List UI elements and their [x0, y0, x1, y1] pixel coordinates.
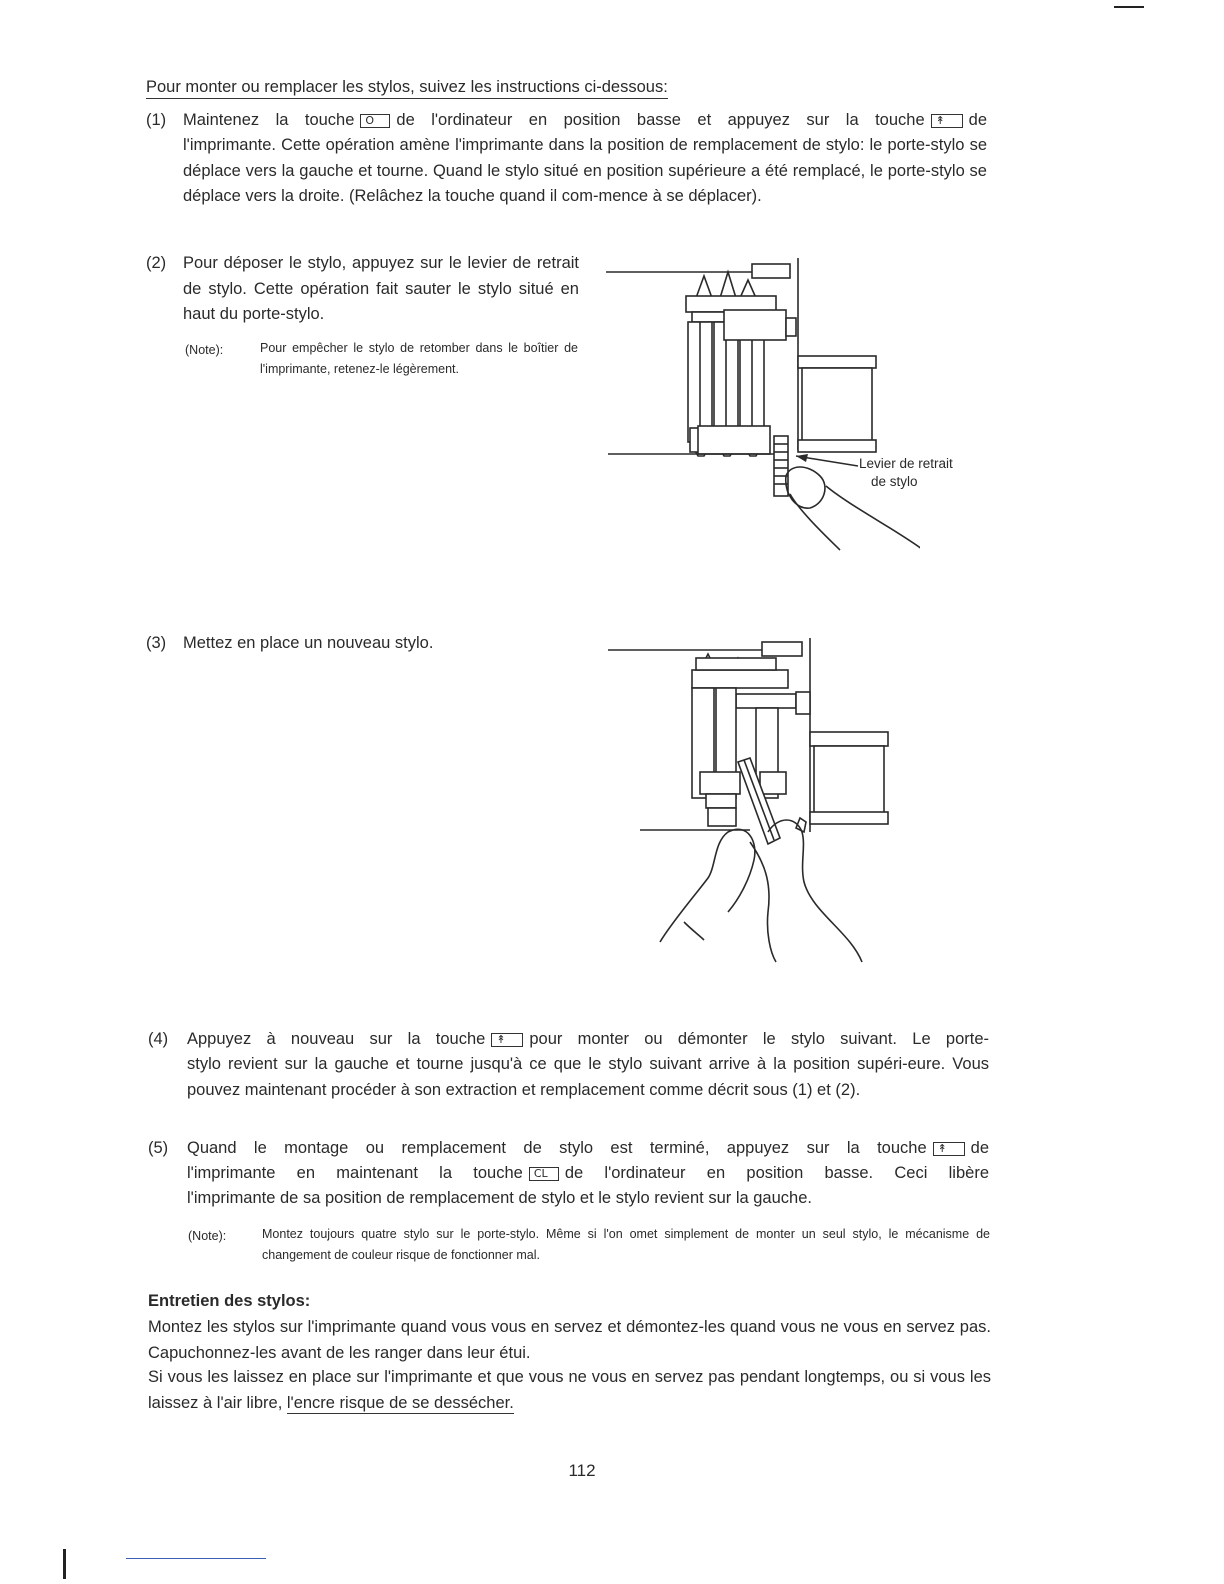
- step-5-line-2: [187, 1161, 989, 1187]
- step-5-note-label: (Note):: [188, 1229, 227, 1243]
- maintenance-paragraph-1: Montez les stylos sur l'imprimante quand vous vous en servez et démontez-les quand vous ne vous en servez pas. Capuchonnez-les avant de les ranger dans leur étui.: [148, 1318, 991, 1362]
- step-5-body: l'imprimante de sa position de remplacement de stylo et le stylo revient sur la gauche.: [187, 1189, 812, 1207]
- maintenance-paragraph-2: [148, 1365, 991, 1416]
- step-1-body: l'imprimante. Cette opération amène l'imprimante dans la position de remplacement de stylo: le porte-stylo se déplace vers la gauche et tourne. Quand le stylo situé en position supérieure a été remplacé, le porte-stylo se déplace vers la droite. (Relâchez la touche quand il com-mence à se déplacer).: [183, 136, 987, 205]
- step-4-number: (4): [148, 1030, 169, 1048]
- step-4-first-line: [187, 1027, 989, 1053]
- pen-removal-illustration: [600, 250, 920, 560]
- step-1-text-c: de: [968, 111, 987, 129]
- maintenance-warning: l'encre risque de se dessécher.: [286, 1393, 514, 1412]
- step-1-text-a: Maintenez la touche: [183, 111, 355, 129]
- pen-change-key-icon: ↟: [931, 114, 963, 128]
- step-5-note: Montez toujours quatre stylo sur le porte-stylo. Même si l'on omet simplement de monter un seul stylo, le mécanisme de changement de couleur risque de fonctionner mal.: [262, 1227, 990, 1262]
- pen-insertion-illustration: [600, 632, 900, 972]
- figure-1-callout: [859, 455, 953, 491]
- intro-text: Pour monter ou remplacer les stylos, suivez les instructions ci-dessous:: [146, 78, 668, 99]
- step-4-text-b: pour monter ou démonter le stylo suivant. Le porte-: [529, 1030, 990, 1048]
- callout-line-1: Levier de retrait: [859, 456, 953, 471]
- step-2-note: Pour empêcher le stylo de retomber dans le boîtier de l'imprimante, retenez-le légèrement.: [260, 341, 578, 376]
- step-1-text-b: de l'ordinateur en position basse et appuyez sur la touche: [396, 111, 925, 129]
- page-number: 112: [568, 1461, 596, 1480]
- maintenance-heading: Entretien des stylos:: [148, 1292, 311, 1310]
- step-2-number: (2): [146, 254, 167, 272]
- step-3-number: (3): [146, 634, 167, 652]
- scan-mark-top-right: [1114, 6, 1144, 8]
- step-5-text-d: de l'ordinateur en position basse. Ceci libère: [564, 1164, 989, 1182]
- step-4-body: stylo revient sur la gauche et tourne jusqu'à ce que le stylo suivant arrive à la position supéri-eure. Vous pouvez maintenant procéder à son extraction et remplacement comme décrit sous (1) et (2).: [187, 1055, 989, 1099]
- zero-key-icon: O: [360, 114, 390, 128]
- callout-line-2: de stylo: [871, 474, 918, 489]
- step-1-number: (1): [146, 111, 167, 129]
- pen-change-key-icon: ↟: [933, 1142, 965, 1156]
- step-5-text-a: Quand le montage ou remplacement de stylo est terminé, appuyez sur la touche: [187, 1139, 927, 1157]
- step-5-line-1: [187, 1136, 989, 1162]
- step-2-text: Pour déposer le stylo, appuyez sur le levier de retrait de stylo. Cette opération fait sauter le stylo situé en haut du porte-stylo.: [183, 254, 579, 323]
- step-1-first-line: [183, 108, 987, 134]
- scan-mark-bottom-left: [63, 1549, 66, 1579]
- cl-key-icon: CL: [529, 1167, 559, 1181]
- step-4-text-a: Appuyez à nouveau sur la touche: [187, 1030, 486, 1048]
- scan-mark-bottom-line: [126, 1558, 266, 1559]
- maintenance-p2-text: Si vous les laissez en place sur l'imprimante et que vous ne vous en servez pas pendant longtemps, ou si vous les laissez à l'air libre,: [148, 1368, 991, 1412]
- step-5-text-b: de: [970, 1139, 989, 1157]
- step-5-text-c: l'imprimante en maintenant la touche: [187, 1164, 523, 1182]
- step-2-note-label: (Note):: [185, 343, 224, 357]
- pen-change-key-icon: ↟: [491, 1033, 523, 1047]
- step-3-text: Mettez en place un nouveau stylo.: [183, 634, 434, 652]
- step-5-number: (5): [148, 1139, 169, 1157]
